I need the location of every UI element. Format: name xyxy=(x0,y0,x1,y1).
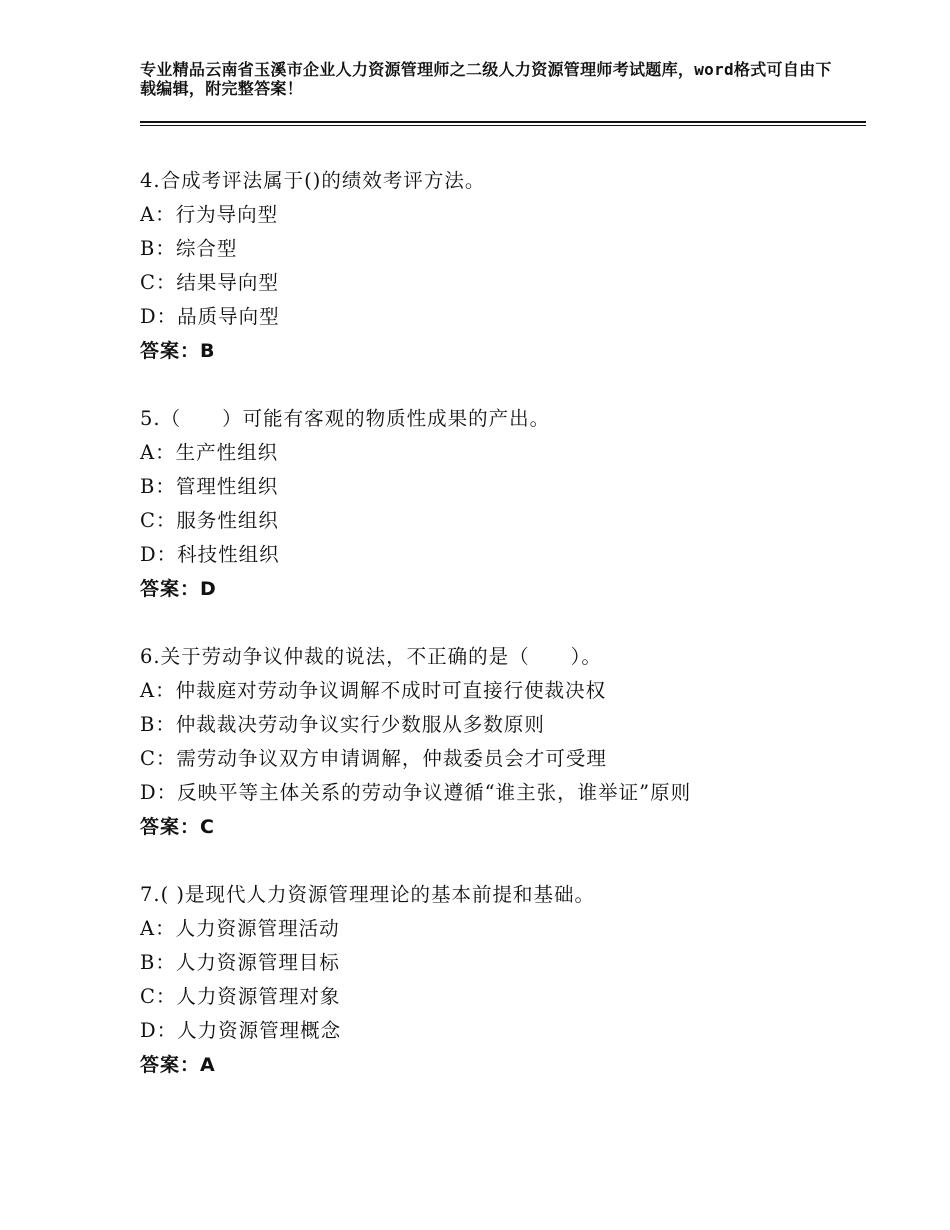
option-d: D：科技性组织 xyxy=(140,543,280,566)
question-stem: 6.关于劳动争议仲裁的说法，不正确的是（ ）。 xyxy=(140,645,602,668)
option-c: C：需劳动争议双方申请调解，仲裁委员会才可受理 xyxy=(140,747,607,770)
answer: 答案：A xyxy=(140,1054,216,1076)
question-4 xyxy=(140,164,870,368)
option-c: C：人力资源管理对象 xyxy=(140,985,341,1008)
question-list xyxy=(140,164,870,1116)
question-stem: 5.（ ）可能有客观的物质性成果的产出。 xyxy=(140,407,551,430)
option-d: D：人力资源管理概念 xyxy=(140,1019,342,1042)
option-c: C：结果导向型 xyxy=(140,271,279,294)
option-a: A：生产性组织 xyxy=(140,441,279,464)
document-header: 专业精品云南省玉溪市企业人力资源管理师之二级人力资源管理师考试题库，word格式可自由下载编辑，附完整答案！ xyxy=(140,60,832,98)
header-divider-thin xyxy=(140,125,866,126)
question-stem: 4.合成考评法属于()的绩效考评方法。 xyxy=(140,169,486,192)
option-b: B：人力资源管理目标 xyxy=(140,951,340,974)
option-d: D：品质导向型 xyxy=(140,305,280,328)
question-7 xyxy=(140,878,870,1082)
question-6 xyxy=(140,640,870,844)
option-a: A：仲裁庭对劳动争议调解不成时可直接行使裁决权 xyxy=(140,679,607,702)
option-a: A：人力资源管理活动 xyxy=(140,917,340,940)
option-c: C：服务性组织 xyxy=(140,509,279,532)
answer: 答案：B xyxy=(140,340,216,362)
header-divider-thick xyxy=(140,121,866,123)
option-b: B：仲裁裁决劳动争议实行少数服从多数原则 xyxy=(140,713,545,736)
question-stem: 7.( )是现代人力资源管理理论的基本前提和基础。 xyxy=(140,883,596,906)
option-b: B：综合型 xyxy=(140,237,238,260)
answer: 答案：D xyxy=(140,578,217,600)
answer: 答案：C xyxy=(140,816,215,838)
option-a: A：行为导向型 xyxy=(140,203,279,226)
option-b: B：管理性组织 xyxy=(140,475,279,498)
option-d: D：反映平等主体关系的劳动争议遵循“谁主张，谁举证”原则 xyxy=(140,781,692,804)
question-5 xyxy=(140,402,870,606)
